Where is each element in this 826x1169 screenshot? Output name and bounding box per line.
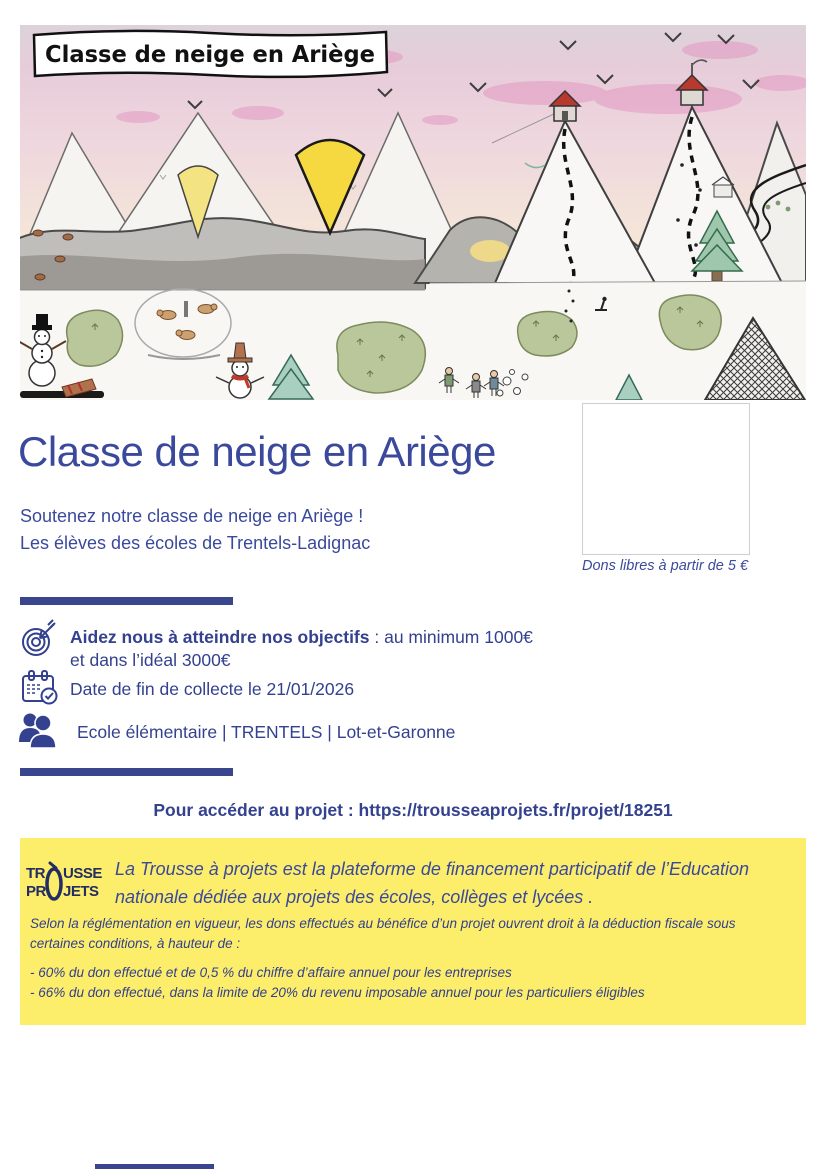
goal-row bbox=[70, 626, 590, 672]
logo-text-pr: PR bbox=[26, 883, 46, 900]
logo-text-jets: JETS bbox=[63, 883, 99, 900]
project-link[interactable]: Pour accéder au projet : https://trousseaprojets.fr/projet/18251 bbox=[153, 800, 673, 820]
subtitle-line-2: Les élèves des écoles de Trentels-Ladignac bbox=[20, 533, 371, 553]
goal-label: Aidez nous à atteindre nos objectifs bbox=[70, 627, 370, 647]
divider-bar-bottom bbox=[20, 768, 233, 776]
subtitle-line-1: Soutenez notre classe de neige en Ariège ! bbox=[20, 506, 364, 526]
legal-item-2: - 66% du don effectué, dans la limite de 20% du revenu imposable annuel pour les particuliers éligibles bbox=[30, 984, 645, 1000]
goal-line2: et dans l’idéal 3000€ bbox=[70, 649, 231, 670]
school-row: Ecole élémentaire | TRENTELS | Lot-et-Garonne bbox=[77, 722, 456, 742]
legal-item-1: - 60% du don effectué et de 0,5 % du chiffre d’affaire annuel pour les entreprises bbox=[30, 965, 512, 981]
logo-text-tr: TR bbox=[26, 865, 45, 882]
hero-drawing bbox=[20, 25, 806, 400]
footer-legal bbox=[30, 914, 788, 1002]
people-icon bbox=[16, 708, 62, 752]
hero-banner-title: Classe de neige en Ariège bbox=[45, 42, 375, 68]
target-icon bbox=[18, 618, 60, 660]
legal-paragraph: Selon la réglémentation en vigueur, les dons effectués au bénéfice d’un projet ouvrent droit à la déduction fiscale sous certaines conditions, à hauteur de : bbox=[30, 916, 736, 951]
divider-bar-top bbox=[20, 597, 233, 605]
qr-code-placeholder bbox=[582, 403, 750, 555]
calendar-check-icon bbox=[20, 668, 60, 708]
deadline-row: Date de fin de collecte le 21/01/2026 bbox=[70, 679, 355, 699]
page-subtitle bbox=[20, 503, 500, 557]
footer-intro: La Trousse à projets est la plateforme de financement participatif de l’Education nationale dédiée aux projets des écoles, collèges et lycées . bbox=[115, 859, 750, 907]
trousse-a-projets-logo bbox=[25, 860, 107, 906]
hero-banner bbox=[34, 31, 387, 77]
donation-caption: Dons libres à partir de 5 € bbox=[581, 558, 749, 574]
logo-text-usse: USSE bbox=[63, 865, 102, 882]
goal-value: : au minimum 1000€ bbox=[369, 627, 533, 647]
page-title: Classe de neige en Ariège bbox=[18, 428, 496, 475]
page-bottom-bar bbox=[95, 1164, 214, 1169]
